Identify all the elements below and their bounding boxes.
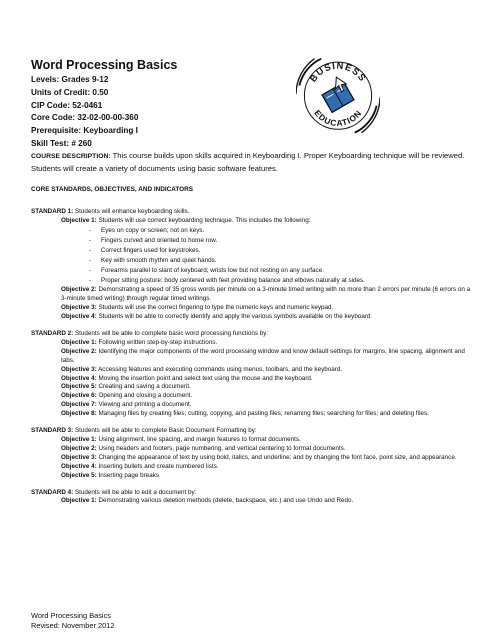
objective-item: Objective 1: Students will use correct keyboarding technique. This includes the following: <box>61 216 311 224</box>
list-item: - Correct fingers used for keystrokes. <box>89 246 471 256</box>
objective-item: Objective 1: Demonstrating various deletion methods (delete, backspace, etc.) and use Undo and Redo. <box>61 497 354 505</box>
page-title: Word Processing Basics <box>31 58 178 72</box>
standard-text: Students will be able to edit a document by: <box>74 488 197 496</box>
objective-item: Objective 4: Students will be able to correctly identify and apply the various symbols available on the keyboard. <box>61 313 373 321</box>
meta-cip-code: CIP Code: 52-0461 <box>31 100 103 110</box>
list-item: - Fingers curved and oriented to home row. <box>89 236 471 246</box>
course-meta-list <box>31 74 138 151</box>
objective-item: Objective 3: Students will use the correct fingering to type the numeric keys and numeric keypad. <box>61 304 334 312</box>
meta-prerequisite: Prerequisite: Keyboarding I <box>31 126 138 136</box>
standard-3 <box>31 427 471 480</box>
objective-item: Objective 2: Identifying the major components of the word processing window and know default settings for margins, line spacing, alignment and tabs. <box>61 347 465 364</box>
objective-item: Objective 4: Moving the insertion point and select text using the mouse and the keyboard. <box>61 374 313 382</box>
objective-item: Objective 1: Using alignment, line spacing, and margin features to format documents. <box>61 435 301 443</box>
objective-item: Objective 2: Using headers and footers, page numbering, and vertical centering to format documents. <box>61 444 346 452</box>
objective-item: Objective 5: Creating and saving a document. <box>61 383 191 391</box>
objective-item: Objective 7: Viewing and printing a document. <box>61 401 192 409</box>
objective-item: Objective 8: Managing files by creating files; cutting, copying, and pasting files; renaming files; searching for files; and deleting files. <box>61 410 429 418</box>
standard-label: STANDARD 3: <box>31 427 74 435</box>
list-item: - Forearms parallel to slant of keyboard; wrists low but not resting on any surface. <box>89 266 471 276</box>
objective-item: Objective 2: Demonstrating a speed of 35 gross words per minute on a 3-minute timed writing with no more than 2 errors per minute (6 errors on a 3-minute timed writing) through regular timed writings. <box>61 286 471 303</box>
standard-text: Students will enhance keyboarding skills. <box>74 208 190 215</box>
standard-label: STANDARD 4: <box>31 488 74 496</box>
standard-text: Students will be able to complete basic word processing functions by: <box>74 330 269 337</box>
standard-label: STANDARD 2: <box>31 330 74 337</box>
meta-skill-test: Skill Test: # 260 <box>31 138 92 148</box>
footer-revised-date: Revised: November 2012 <box>31 621 115 631</box>
list-item: - Proper sitting posture: body centered with feet providing balance and elbows naturally at sides. <box>89 276 471 286</box>
meta-core-code: Core Code: 32-02-00-00-360 <box>31 113 139 123</box>
page-footer <box>31 611 114 631</box>
standard-label: STANDARD 1: <box>31 208 74 215</box>
core-standards-heading: CORE STANDARDS, OBJECTIVES, AND INDICATORS <box>31 186 194 193</box>
standards-list <box>31 208 471 514</box>
logo-top-text: BUSINESS <box>307 60 369 84</box>
standard-4 <box>31 489 471 507</box>
objective-item: Objective 1: Following written step-by-step instructions. <box>61 338 218 346</box>
objective-item: Objective 6: Opening and closing a document. <box>61 392 193 400</box>
logo-bottom-text: EDUCATION <box>312 107 364 129</box>
standard-text: Students will be able to complete Basic Document Formatting by: <box>74 427 257 435</box>
objective-item: Objective 5: Inserting page breaks <box>61 471 160 479</box>
list-item: - Key with smooth rhythm and quiet hands. <box>89 256 471 266</box>
objective-item: Objective 4: Inserting bullets and create numbered lists. <box>61 462 219 470</box>
standard-2 <box>31 330 471 419</box>
meta-levels: Levels: Grades 9-12 <box>31 75 109 84</box>
meta-units-of-credit: Units of Credit: 0.50 <box>31 87 109 97</box>
objective-item: Objective 3: Accessing features and executing commands using menus, toolbars, and the keyboard. <box>61 365 343 373</box>
course-description-text: This course builds upon skills acquired in Keyboarding I. Proper Keyboarding technique will be reviewed. Students will create a variety of documents using basic software features. <box>31 151 465 173</box>
standard-1 <box>31 208 471 322</box>
course-description <box>31 150 471 174</box>
svg-text:EDUCATION <box>312 108 363 128</box>
business-education-logo <box>296 52 380 136</box>
technique-bullet-list <box>89 226 471 287</box>
course-description-label: COURSE DESCRIPTION: <box>31 153 111 160</box>
objective-item: Objective 3: Changing the appearance of text by using bold, italics, and underline; and by changing the font face, point size, and appearance. <box>61 453 457 461</box>
footer-title: Word Processing Basics <box>31 611 111 620</box>
list-item: - Eyes on copy or screen; not on keys. <box>89 226 471 236</box>
